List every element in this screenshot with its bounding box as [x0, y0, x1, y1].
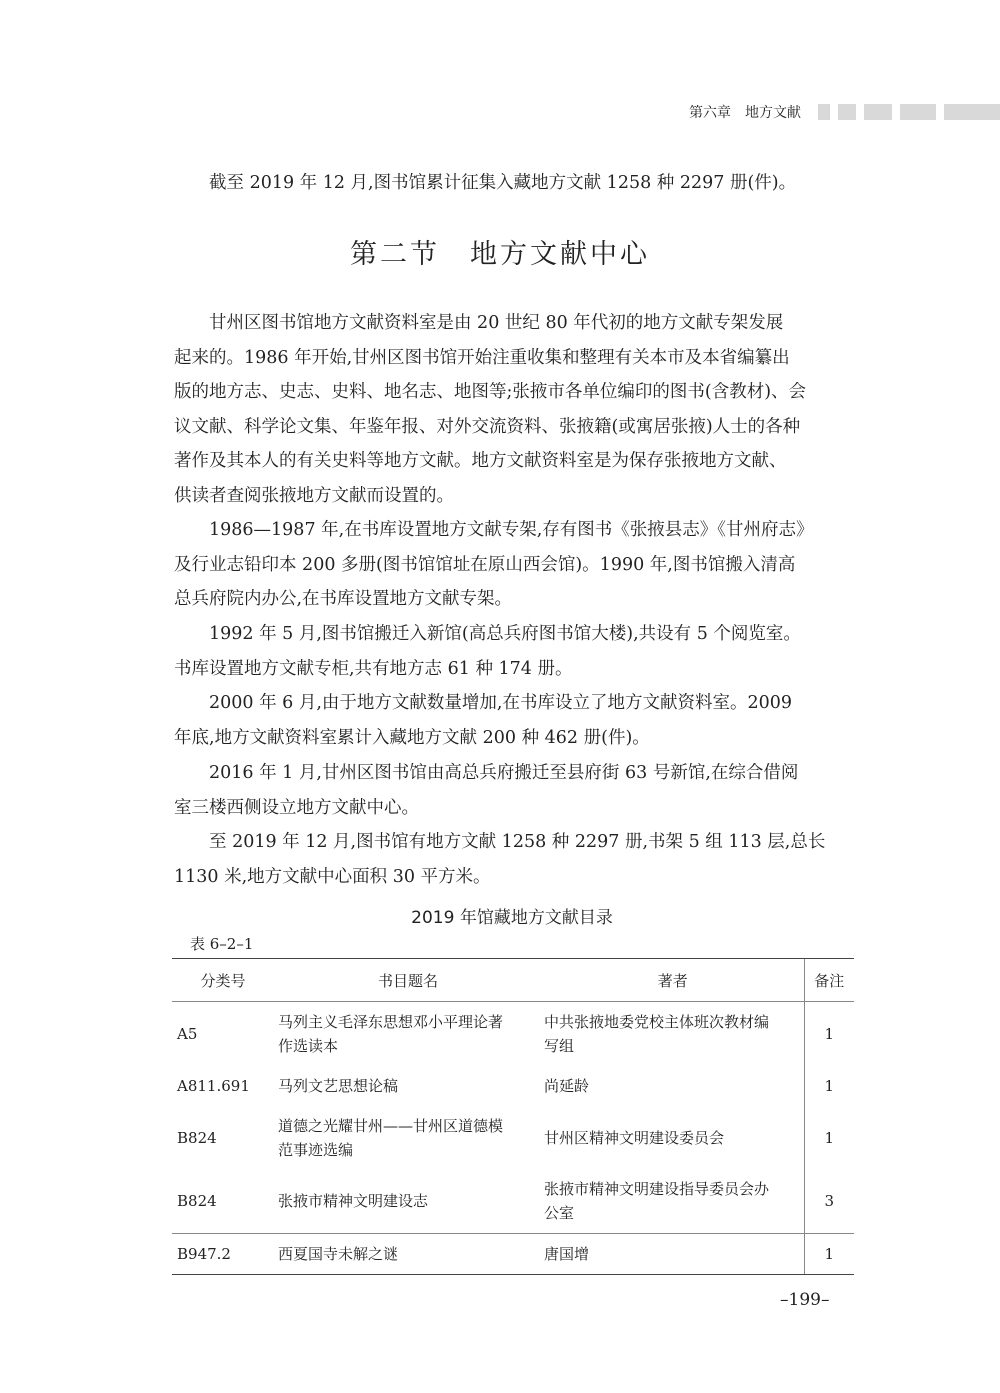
cell-title [274, 1002, 542, 1066]
running-header-text [689, 102, 801, 122]
paragraph-line: 议文献、科学论文集、年鉴年报、对外交流资料、张掖籍(或寓居张掖)人士的各种 [174, 416, 801, 437]
paragraph-line: 2016 年 1 月,甘州区图书馆由高总兵府搬迁至县府街 63 号新馆,在综合借阅 [209, 763, 799, 783]
cell-title-line: 张掖市精神文明建设志 [278, 1192, 429, 1211]
cell-title-line: 作选读本 [278, 1036, 339, 1055]
section-number: 第二节 [350, 239, 440, 270]
chapter-number: 第六章 [689, 105, 731, 121]
intro-paragraph [174, 166, 854, 201]
cell-author [542, 1002, 804, 1066]
cell-author-line: 公室 [544, 1204, 575, 1223]
header-block-3 [864, 104, 892, 120]
cell-code: B824 [177, 1128, 217, 1147]
column-header-title: 书目题名 [274, 959, 542, 1002]
cell-note: 3 [804, 1170, 854, 1234]
paragraph-line: 2000 年 6 月,由于地方文献数量增加,在书库设立了地方文献资料室。2009 [209, 693, 793, 713]
cell-author-line: 唐国增 [544, 1245, 590, 1263]
cell-author [542, 1170, 804, 1234]
paragraph-line: 起来的。1986 年开始,甘州区图书馆开始注重收集和整理有关本市及本省编纂出 [174, 347, 790, 368]
body-paragraph-6 [174, 825, 854, 894]
table-header-row [172, 959, 854, 1002]
column-header-author: 著者 [542, 959, 804, 1002]
catalog-table [172, 958, 854, 1275]
cell-title-line: 道德之光耀甘州——甘州区道德模 [278, 1116, 504, 1135]
cell-title-line: 西夏国寺未解之谜 [278, 1245, 399, 1263]
page-number: –199– [780, 1290, 830, 1310]
body-paragraph-2 [174, 513, 854, 617]
paragraph-line: 及行业志铅印本 200 多册(图书馆馆址在原山西会馆)。1990 年,图书馆搬入清高 [174, 554, 796, 575]
table-row [172, 1002, 854, 1066]
table-row [172, 1066, 854, 1106]
cell-code: A811.691 [177, 1076, 250, 1095]
table-row [172, 1106, 854, 1170]
cell-code: B947.2 [172, 1234, 274, 1275]
paragraph-line: 1986—1987 年,在书库设置地方文献专架,存有图书《张掖县志》《甘州府志》 [209, 520, 814, 540]
chapter-title: 地方文献 [745, 105, 801, 121]
table-row [172, 1234, 854, 1275]
cell-title [274, 1106, 542, 1170]
paragraph-line: 年底,地方文献资料室累计入藏地方文献 200 种 462 册(件)。 [174, 727, 650, 748]
paragraph-line: 1992 年 5 月,图书馆搬迁入新馆(高总兵府图书馆大楼),共设有 5 个阅览室。 [209, 624, 801, 644]
cell-title-line: 范事迹选编 [278, 1140, 354, 1159]
paragraph-line: 1130 米,地方文献中心面积 30 平方米。 [174, 866, 491, 887]
cell-note: 1 [804, 1106, 854, 1170]
body-paragraph-5 [174, 756, 854, 825]
cell-note: 1 [804, 1234, 854, 1275]
table-number: 表 6–2–1 [190, 935, 254, 953]
header-block-4 [900, 104, 936, 120]
table-row [172, 1170, 854, 1234]
cell-author-line: 尚延龄 [544, 1076, 590, 1095]
paragraph-line: 版的地方志、史志、史料、地名志、地图等;张掖市各单位编印的图书(含教材)、会 [174, 382, 807, 402]
paragraph-line: 至 2019 年 12 月,图书馆有地方文献 1258 种 2297 册,书架 5 组 113 层,总长 [209, 832, 826, 852]
intro-line: 截至 2019 年 12 月,图书馆累计征集入藏地方文献 1258 种 2297 册(件)。 [209, 173, 797, 193]
cell-author-line: 写组 [544, 1036, 575, 1055]
paragraph-line: 总兵府院内办公,在书库设置地方文献专架。 [174, 589, 513, 609]
header-block-2 [838, 104, 856, 120]
paragraph-line: 甘州区图书馆地方文献资料室是由 20 世纪 80 年代初的地方文献专架发展 [209, 313, 784, 333]
cell-note: 1 [804, 1002, 854, 1066]
body-paragraph-3 [174, 617, 854, 686]
cell-author-line: 甘州区精神文明建设委员会 [544, 1128, 725, 1147]
cell-title [274, 1234, 542, 1275]
column-header-note: 备注 [804, 959, 854, 1002]
cell-author-line: 中共张掖地委党校主体班次教材编 [544, 1012, 770, 1031]
cell-title-line: 马列文艺思想论稿 [278, 1076, 399, 1095]
cell-code: A5 [177, 1024, 198, 1043]
cell-note: 1 [804, 1066, 854, 1106]
section-heading: 地方文献中心 [470, 239, 650, 270]
body-paragraph-4 [174, 686, 854, 755]
cell-author [542, 1106, 804, 1170]
paragraph-line: 著作及其本人的有关史料等地方文献。地方文献资料室是为保存张掖地方文献、 [174, 451, 787, 471]
cell-author [542, 1066, 804, 1106]
column-header-code: 分类号 [172, 959, 274, 1002]
section-title [0, 232, 1000, 271]
cell-title [274, 1170, 542, 1234]
body-paragraph-1 [174, 306, 854, 513]
paragraph-line: 书库设置地方文献专柜,共有地方志 61 种 174 册。 [174, 658, 573, 679]
cell-code: B824 [177, 1192, 217, 1211]
cell-author [542, 1234, 804, 1275]
cell-title [274, 1066, 542, 1106]
cell-title-line: 马列主义毛泽东思想邓小平理论著 [278, 1012, 504, 1031]
table-title: 2019 年馆藏地方文献目录 [411, 908, 613, 928]
header-block-1 [818, 104, 830, 120]
cell-author-line: 张掖市精神文明建设指导委员会办 [544, 1180, 770, 1199]
paragraph-line: 供读者查阅张掖地方文献而设置的。 [174, 485, 454, 506]
paragraph-line: 室三楼西侧设立地方文献中心。 [174, 797, 419, 818]
header-block-5 [944, 104, 1000, 120]
